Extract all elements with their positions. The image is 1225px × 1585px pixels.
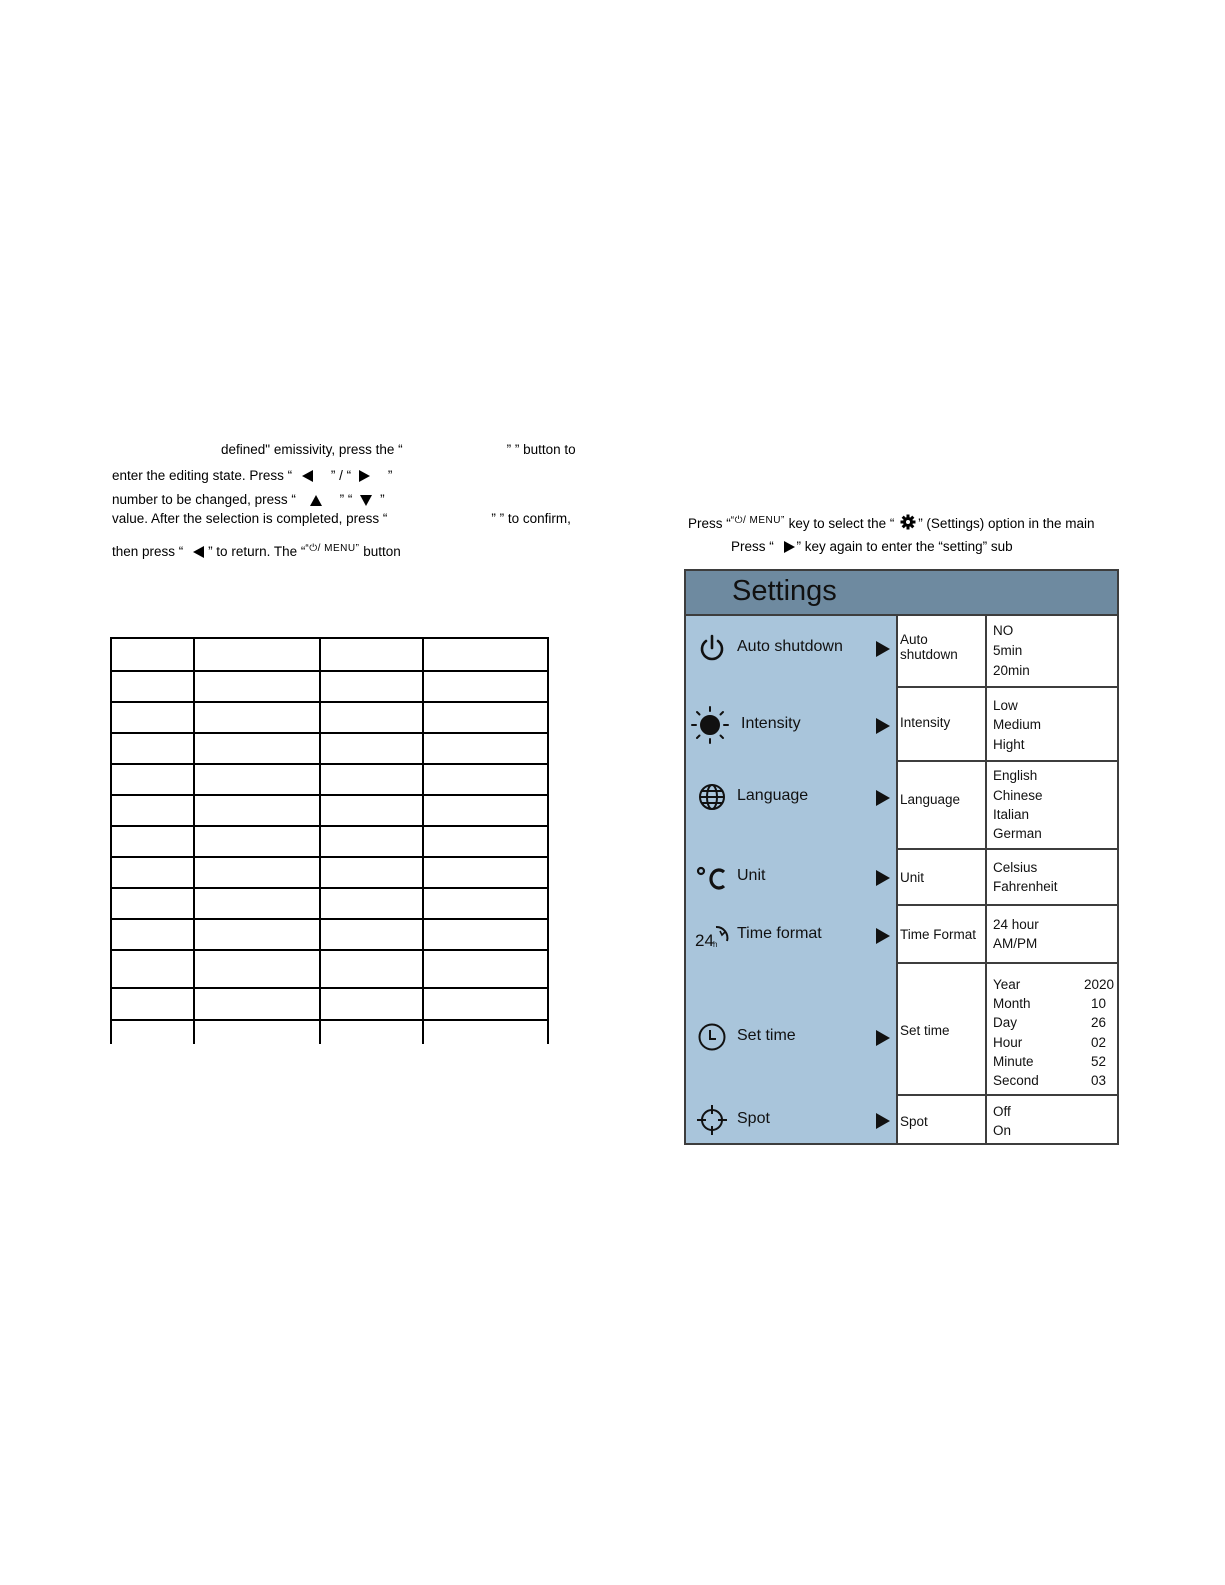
option[interactable]: Hight xyxy=(993,737,1025,752)
option[interactable]: Month xyxy=(993,996,1031,1011)
option[interactable]: Italian xyxy=(993,807,1030,822)
clock-icon xyxy=(696,1021,728,1053)
table-row xyxy=(111,888,548,919)
right-arrow-icon xyxy=(784,541,795,553)
submenu-time-format xyxy=(898,906,1117,964)
option[interactable]: English xyxy=(993,768,1038,783)
globe-icon xyxy=(696,781,728,813)
right-arrow-icon xyxy=(876,641,890,657)
divider xyxy=(985,1096,987,1143)
right-arrow-icon xyxy=(876,1113,890,1129)
right-instruction-line-2: Press “ ” key again to enter the “setting” sub xyxy=(731,539,1013,554)
table-row xyxy=(111,826,548,857)
submenu-name: Language xyxy=(900,792,961,807)
submenu-set-time xyxy=(898,964,1117,1096)
option[interactable]: Minute xyxy=(993,1054,1034,1069)
option[interactable]: AM/PM xyxy=(993,936,1038,951)
table-row xyxy=(111,1020,548,1044)
menu-item-label: Time format xyxy=(737,925,822,942)
right-arrow-icon xyxy=(876,718,890,734)
emissivity-table xyxy=(110,637,549,1044)
option[interactable]: Hour xyxy=(993,1035,1023,1050)
gear-icon xyxy=(900,514,916,530)
menu-item-unit[interactable] xyxy=(686,857,896,897)
submenu-name: Set time xyxy=(900,1023,950,1038)
menu-item-label: Spot xyxy=(737,1110,770,1127)
menu-item-time-format[interactable] xyxy=(686,915,896,955)
day-value[interactable]: 26 xyxy=(1090,1015,1106,1030)
option[interactable]: On xyxy=(993,1123,1012,1138)
submenu-name: Intensity xyxy=(900,715,951,730)
settings-menu-panel xyxy=(686,616,898,1143)
option[interactable]: NO xyxy=(993,623,1014,638)
divider xyxy=(985,906,987,962)
submenu-auto-shutdown xyxy=(898,616,1117,688)
submenu-spot xyxy=(898,1096,1117,1143)
menu-item-label: Unit xyxy=(737,867,766,884)
left-instruction-line-1: defined" emissivity, press the “ ” ” button to xyxy=(221,442,576,457)
left-instruction-line-5: then press “ ” to return. The “$^{“⏻/ MENU”}$ button xyxy=(112,543,401,559)
table-row xyxy=(111,857,548,888)
menu-item-set-time[interactable] xyxy=(686,1017,896,1057)
brightness-icon xyxy=(690,705,730,745)
settings-screen xyxy=(684,569,1119,1145)
table-row xyxy=(111,795,548,826)
option[interactable]: Celsius xyxy=(993,860,1038,875)
left-instruction-line-3: number to be changed, press “ ” “ ” xyxy=(112,492,385,507)
menu-item-label: Intensity xyxy=(741,715,801,732)
option[interactable]: Off xyxy=(993,1104,1011,1119)
divider xyxy=(985,616,987,686)
option[interactable]: 5min xyxy=(993,643,1023,658)
left-arrow-icon xyxy=(193,546,204,558)
table-row xyxy=(111,919,548,950)
option[interactable]: 20min xyxy=(993,663,1030,678)
up-arrow-icon xyxy=(310,495,322,506)
down-arrow-icon xyxy=(360,495,372,506)
power-menu-key: “⏻/ MENU” xyxy=(305,543,360,554)
option[interactable]: Day xyxy=(993,1015,1018,1030)
table-row xyxy=(111,702,548,733)
table-row xyxy=(111,733,548,764)
svg-text:h: h xyxy=(713,940,718,949)
menu-item-auto-shutdown[interactable] xyxy=(686,628,896,668)
menu-item-label: Set time xyxy=(737,1027,796,1044)
hour-value[interactable]: 02 xyxy=(1090,1035,1106,1050)
submenu-intensity xyxy=(898,688,1117,762)
menu-item-label: Language xyxy=(737,787,809,804)
option[interactable]: Low xyxy=(993,698,1018,713)
divider xyxy=(985,688,987,760)
right-arrow-icon xyxy=(876,870,890,886)
submenu-name: Time Format xyxy=(900,927,977,942)
submenu-name: Auto shutdown xyxy=(900,632,958,662)
power-menu-key: “⏻/ MENU” xyxy=(730,515,785,526)
divider xyxy=(985,850,987,904)
crosshair-icon xyxy=(696,1104,728,1136)
24h-clock-icon xyxy=(694,919,734,951)
table-row xyxy=(111,950,548,988)
option[interactable]: Medium xyxy=(993,717,1042,732)
settings-title: Settings xyxy=(732,575,837,607)
second-value[interactable]: 03 xyxy=(1090,1073,1106,1088)
option[interactable]: German xyxy=(993,826,1042,841)
menu-item-spot[interactable] xyxy=(686,1100,896,1140)
table-row xyxy=(111,671,548,702)
divider xyxy=(985,762,987,848)
table-row xyxy=(111,988,548,1020)
option[interactable]: Second xyxy=(993,1073,1039,1088)
submenu-language xyxy=(898,762,1117,850)
option[interactable]: Fahrenheit xyxy=(993,879,1058,894)
power-icon xyxy=(696,632,728,664)
table-row xyxy=(111,764,548,795)
divider xyxy=(985,964,987,1094)
left-instruction-line-2: enter the editing state. Press “ ” / “ ” xyxy=(112,468,393,483)
right-arrow-icon xyxy=(359,470,370,482)
table-row xyxy=(111,638,548,671)
celsius-icon xyxy=(696,861,728,893)
right-instruction-line-1: Press “$^{“⏻/ MENU”}$ key to select the “ ” (Settings) option in the main xyxy=(688,515,1095,531)
submenu-name: Unit xyxy=(900,870,925,885)
left-arrow-icon xyxy=(302,470,313,482)
minute-value[interactable]: 52 xyxy=(1090,1054,1106,1069)
submenu-name: Spot xyxy=(900,1114,928,1129)
right-arrow-icon xyxy=(876,790,890,806)
right-arrow-icon xyxy=(876,1030,890,1046)
year-value[interactable]: 2020 xyxy=(1083,977,1114,992)
option[interactable]: 24 hour xyxy=(993,917,1039,932)
option[interactable]: Year xyxy=(993,977,1021,992)
settings-header xyxy=(686,571,1117,616)
option[interactable]: Chinese xyxy=(993,788,1043,803)
svg-text:24: 24 xyxy=(695,931,714,950)
menu-item-intensity[interactable] xyxy=(686,705,896,745)
right-arrow-icon xyxy=(876,928,890,944)
left-instruction-line-4: value. After the selection is completed, press “ ” ” to confirm, xyxy=(112,511,571,526)
submenu-unit xyxy=(898,850,1117,906)
month-value[interactable]: 10 xyxy=(1090,996,1106,1011)
menu-item-language[interactable] xyxy=(686,777,896,817)
menu-item-label: Auto shutdown xyxy=(737,638,843,655)
